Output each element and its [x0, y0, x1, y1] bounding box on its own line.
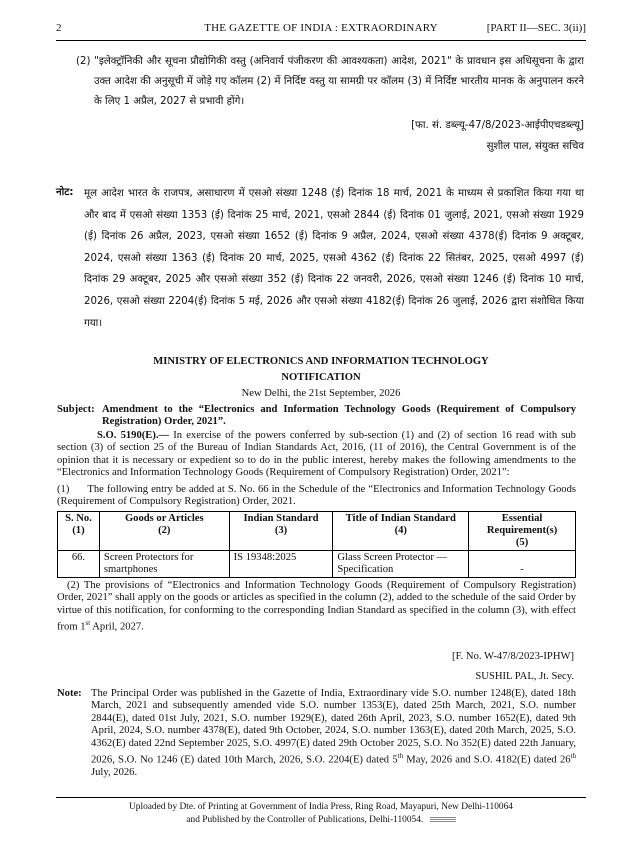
cell-standard: IS 19348:2025	[229, 551, 333, 578]
table-header-row	[58, 512, 576, 551]
hindi-file-number: [फा. सं. डब्ल्यू-47/8/2023-आईपीएचडब्ल्यू]	[411, 120, 584, 131]
ministry-heading: MINISTRY OF ELECTRONICS AND INFORMATION TECHNOLOGY	[153, 356, 489, 367]
so-paragraph	[57, 430, 576, 480]
signatory: SUSHIL PAL, Jt. Secy.	[475, 671, 574, 682]
cell-requirements: -	[469, 551, 576, 578]
cell-goods: Screen Protectors for smartphones	[99, 551, 229, 578]
schedule-table	[57, 511, 576, 578]
col-header: Indian Standard (3)	[229, 512, 333, 551]
notification-heading: NOTIFICATION	[281, 372, 361, 383]
header-rule	[56, 40, 586, 41]
col-header: Goods or Articles (2)	[99, 512, 229, 551]
footer-line-1: Uploaded by Dte. of Printing at Government of India Press, Ring Road, Mayapuri, New Delhi-110064	[129, 802, 513, 812]
para-2: (2) The provisions of “Electronics and Information Technology Goods (Requirement of Compulsory Registration) Order, 2021” shall apply on the goods or articles as specified in the column (2), added to the schedule of the said Order by virtue of this notification, for conforming to the corresponding Indian Standard as specified in the column (3), with effect from 1st April, 2027.	[57, 580, 576, 633]
para-1-number: (1)	[57, 484, 70, 495]
digital-signature-stamp	[430, 816, 456, 823]
note-text: The Principal Order was published in the Gazette of India, Extraordinary vide S.O. number 1248(E), dated 18th March, 2021 and subsequently amended vide S.O. number 1353(E), dated 25th March, 2021, S.O. number 2844(E), dated 01st July, 2021, S.O. number 1929(E), dated 26th April, 2023, S.O. number 1652(E), dated 9th April, 2024, S.O. number 4378(E), dated 9th October, 2024, S.O. number 1363(E), dated 20th March, 2025, S.O. 4362(E) dated 22nd September 2025, S.O. 4997(E) dated 29th October 2025, S.O. No 352(E) dated 22th January, 2026, S.O. No 1246 (E) dated 10th March, 2026, S.O. 2204(E) dated 5th May, 2026 and S.O. 4182(E) dated 26th July, 2026.	[91, 688, 576, 778]
page-number: 2	[56, 22, 62, 34]
footer-line-2: and Published by the Controller of Publications, Delhi-110054.	[56, 814, 586, 827]
so-number: S.O. 5190(E).—	[97, 430, 170, 441]
so-text: In exercise of the powers conferred by sub-section (1) and (2) of section 16 read with sub section (3) of section 25 of the Bureau of Indian Standards Act, 2016, (11 of 2016), the Central Government is of the opinion that it is necessary or expedient so to do in the public interest, hereby makes the following amendments to the “Electronics and Information Technology Goods (Requirement of Compulsory Registration) Order, 2021”:	[57, 430, 576, 479]
footer-rule	[56, 797, 586, 798]
hindi-note-text: मूल आदेश भारत के राजपत्र, असाधारण में एसओ संख्या 1248 (ई) दिनांक 18 मार्च, 2021 के माध्यम से प्रकाशित किया गया था और बाद में एसओ संख्या 1353 (ई) दिनांक 25 मार्च, 2021, एसओ 2844 (ई) दिनांक 01 जुलाई, 2021, एसओ संख्या 1929 (ई) दिनांक 26 अप्रैल, 2023, एसओ संख्या 1652 (ई) दिनांक 9 अप्रैल, 2024, एसओ संख्या 4378(ई) दिनांक 9 अक्टूबर, 2024, एसओ संख्या 1363 (ई) दिनांक 20 मार्च, 2025, एसओ 4362 (ई) दिनांक 22 सितंबर, 2025, एसओ 4997 (ई) दिनांक 29 अक्टूबर, 2025 और एसओ संख्या 352 (ई) दिनांक 22 जनवरी, 2026, एसओ संख्या 1246 (ई) दिनांक 10 मार्च, 2026, एसओ संख्या 2204(ई) दिनांक 5 मई, 2026 और एसओ संख्या 4182(ई) दिनांक 26 जुलाई, 2026 द्वारा संशोधित किया गया।	[84, 188, 584, 329]
para-1-text: The following entry be added at S. No. 66 in the Schedule of the “Electronics and Information Technology Goods (Requirement of Compulsory Registration) Order, 2021.	[57, 484, 576, 508]
col-header: Title of Indian Standard (4)	[333, 512, 469, 551]
subject-text: Amendment to the “Electronics and Information Technology Goods (Requirement of Compulsory Registration) Order, 2021”.	[102, 404, 576, 428]
cell-sno: 66.	[58, 551, 100, 578]
cell-title: Glass Screen Protector — Specification	[333, 551, 469, 578]
table-row	[58, 551, 576, 578]
gazette-title: THE GAZETTE OF INDIA : EXTRAORDINARY	[204, 22, 438, 34]
place-date: New Delhi, the 21st September, 2026	[241, 388, 401, 399]
hindi-para-2: (2) "इलेक्ट्रॉनिकी और सूचना प्रौद्योगिकी वस्तु (अनिवार्य पंजीकरण की आवश्यकता) आदेश, 2021" के प्रावधान इस अधिसूचना के द्वारा उक्त आदेश की अनुसूची में जोड़े गए कॉलम (2) में निर्दिष्ट वस्तु या सामग्री पर कॉलम (3) में निर्दिष्ट भारतीय मानक के अनुपालन करने के लिए 1 अप्रैल, 2027 से प्रभावी होंगे।	[76, 56, 584, 107]
part-section: [PART II—SEC. 3(ii)]	[486, 22, 586, 34]
col-header: Essential Requirement(s) (5)	[469, 512, 576, 551]
hindi-signatory: सुशील पाल, संयुक्त सचिव	[486, 141, 584, 152]
para-1	[57, 484, 576, 509]
col-header: S. No. (1)	[58, 512, 100, 551]
subject-label: Subject:	[57, 404, 95, 415]
hindi-note-label: नोट:	[56, 187, 74, 198]
file-number: [F. No. W-47/8/2023-IPHW]	[452, 651, 574, 662]
note-label: Note:	[57, 688, 82, 699]
